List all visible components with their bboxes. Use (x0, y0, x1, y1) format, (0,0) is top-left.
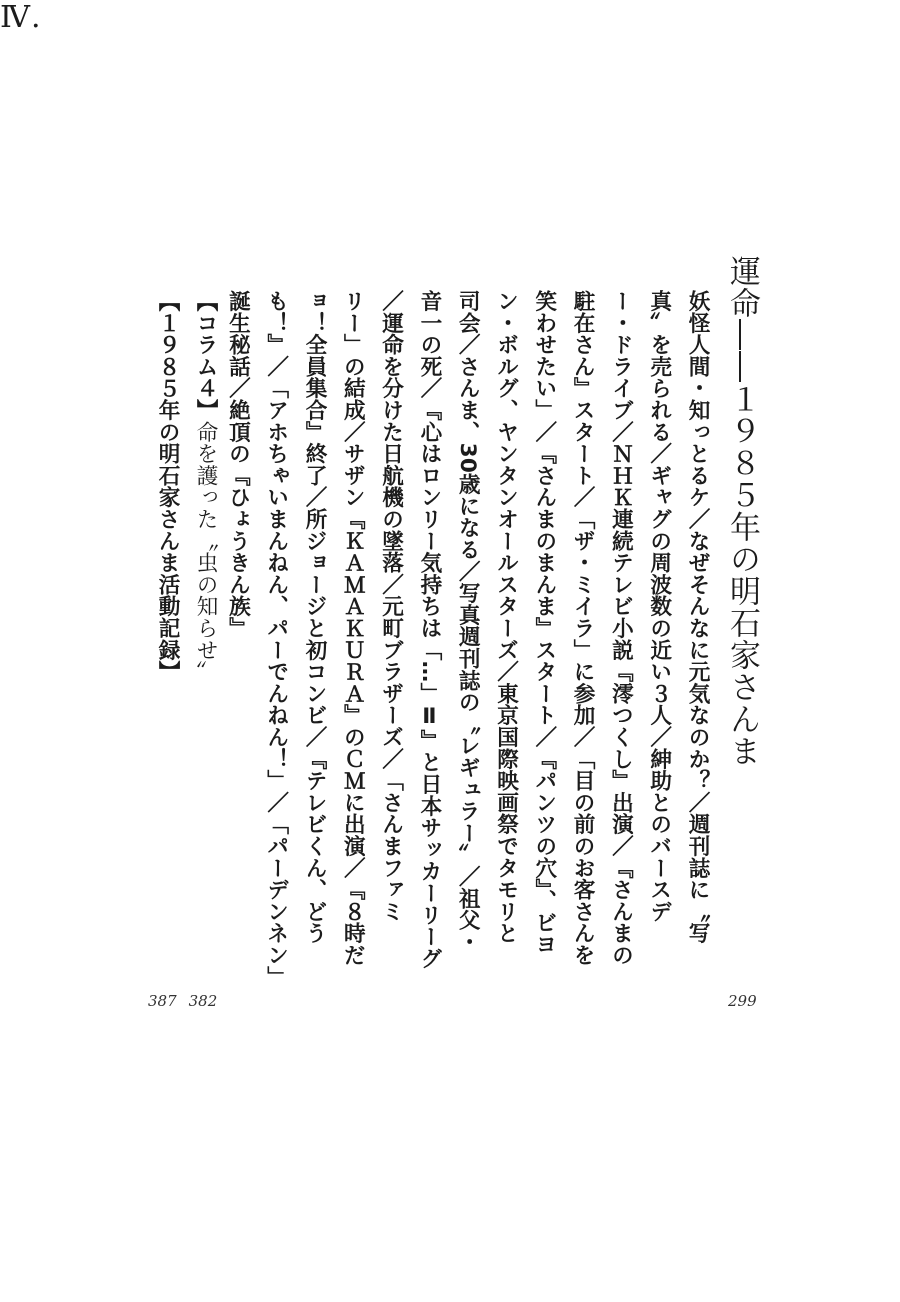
contents-line: ／運命を分けた日航機の墜落／元町ブラザーズ／「さんまファミ (378, 290, 404, 923)
contents-line: 笑わせたい」／『さんまのまんま』スタート／『パンツの穴』、ビヨ (531, 290, 557, 955)
contents-line: 司会／さんま、30歳になる／写真週刊誌の〝レギュラー〟／祖父・ (455, 290, 481, 953)
contents-line: も！』／「アホちゃいまんねん、パーでんねん！」／「パーデンネン」 (263, 290, 289, 988)
column-page-number: 382 (188, 992, 218, 1010)
contents-line: 駐在さん』スタート／「ザ・ミイラ」に参加／「目の前のお客さんを (570, 290, 596, 966)
contents-line: 音一の死／『心はロンリー気持ちは「…」Ⅱ』と日本サッカーリーグ (416, 290, 442, 970)
contents-line: 誕生秘話／絶頂の『ひょうきん族』 (225, 290, 251, 639)
column-entry (188, 290, 222, 682)
left-page-numbers (148, 992, 217, 1010)
part-number: Ⅳ. (0, 0, 42, 35)
contents-line: 妖怪人間・知っとるケ／なぜそんなに元気なのか？／週刊誌に〝写 (685, 290, 710, 944)
activity-record-title: 【１９８５年の明石家さんま活動記録】 (155, 290, 180, 683)
contents-line: ン・ボルグ、ヤンタンオールスターズ／東京国際映画祭でタモリと (493, 290, 519, 944)
contents-line: リー」の結成／サザン『ＫＡＭＡＫＵＲＡ』のＣＭに出演／『８時だ (340, 290, 366, 966)
chapter-page-number: 299 (728, 992, 757, 1010)
column-title: 命を護った〝虫の知らせ〟 (193, 420, 218, 683)
record-page-number: 387 (148, 992, 177, 1010)
contents-line: ョ！全員集合』終了／所ジョージと初コンビ／『テレビくん、どう (302, 290, 327, 944)
contents-line: 真〟を売られる／ギャグの周波数の近い３人／紳助とのバースデ (646, 290, 672, 923)
contents-line: ー・ドライブ／ＮＨＫ連続テレビ小説『澪つくし』出演／『さんまの (608, 290, 634, 966)
column-label: 【コラム４】 (193, 290, 218, 421)
chapter-title: 運命――１９８５年の明石家さんま (724, 255, 760, 767)
